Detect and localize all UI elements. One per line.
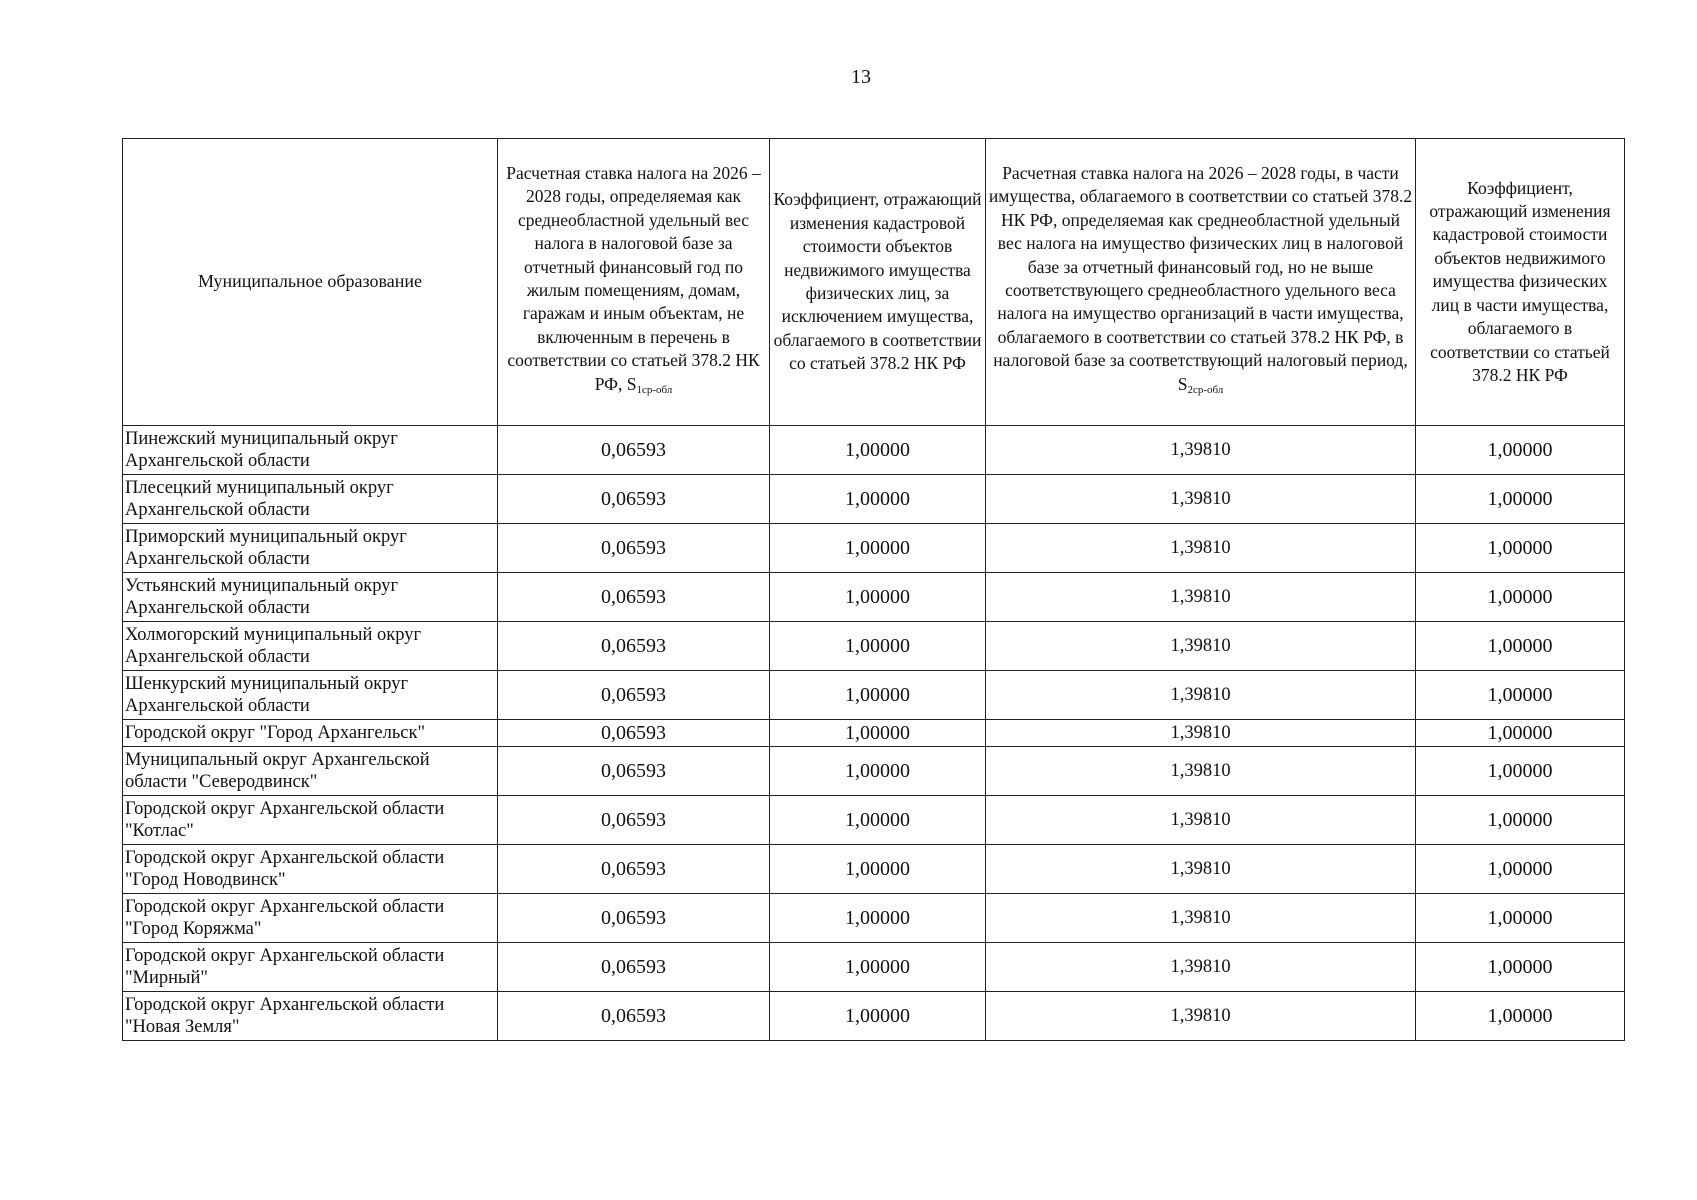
rate-1-value: 0,06593 xyxy=(498,720,770,747)
coefficient-1-value: 1,00000 xyxy=(770,475,986,524)
table-row xyxy=(123,720,1625,747)
coefficient-1-value: 1,00000 xyxy=(770,426,986,475)
tax-rates-table xyxy=(122,138,1625,1041)
table-row xyxy=(123,747,1625,796)
table-row xyxy=(123,894,1625,943)
rate-2-value: 1,39810 xyxy=(986,573,1416,622)
municipality-name: Городской округ Архангельской области "Город Новодвинск" xyxy=(123,845,498,894)
municipality-name: Плесецкий муниципальный округ Архангельской области xyxy=(123,475,498,524)
coefficient-2-value: 1,00000 xyxy=(1416,943,1625,992)
header-rate-2: Расчетная ставка налога на 2026 – 2028 годы, в части имущества, облагаемого в соответствии со статьей 378.2 НК РФ, определяемая как среднеобластной удельный вес налога на имущество физических лиц в налоговой базе за отчетный финансовый год, но не выше соответствующего среднеобластного удельного веса налога на имущество организаций в части имущества, облагаемого в соответствии со статьей 378.2 НК РФ, в налоговой базе за соответствующий налоговый период, $S_{2ср-обл}$ xyxy=(986,139,1416,426)
coefficient-2-value: 1,00000 xyxy=(1416,894,1625,943)
coefficient-1-value: 1,00000 xyxy=(770,524,986,573)
municipality-name: Городской округ Архангельской области "Мирный" xyxy=(123,943,498,992)
municipality-name: Городской округ Архангельской области "Котлас" xyxy=(123,796,498,845)
rate-2-value: 1,39810 xyxy=(986,747,1416,796)
coefficient-2-value: 1,00000 xyxy=(1416,622,1625,671)
coefficient-2-value: 1,00000 xyxy=(1416,747,1625,796)
table-row xyxy=(123,943,1625,992)
rate-1-value: 0,06593 xyxy=(498,524,770,573)
table-row xyxy=(123,524,1625,573)
municipality-name: Городской округ Архангельской области "Новая Земля" xyxy=(123,992,498,1041)
rate-1-value: 0,06593 xyxy=(498,671,770,720)
table-row xyxy=(123,475,1625,524)
header-rate-1-subscript: 1ср-обл xyxy=(636,383,673,396)
coefficient-1-value: 1,00000 xyxy=(770,845,986,894)
rate-2-value: 1,39810 xyxy=(986,426,1416,475)
header-municipality: Муниципальное образование xyxy=(123,139,498,426)
rate-1-value: 0,06593 xyxy=(498,796,770,845)
rate-1-value: 0,06593 xyxy=(498,845,770,894)
header-coefficient-1: Коэффициент, отражающий изменения кадастровой стоимости объектов недвижимого имущества физических лиц, за исключением имущества, облагаемого в соответствии со статьей 378.2 НК РФ xyxy=(770,139,986,426)
coefficient-2-value: 1,00000 xyxy=(1416,720,1625,747)
rate-1-value: 0,06593 xyxy=(498,894,770,943)
table-row xyxy=(123,845,1625,894)
header-rate-2-subscript: 2ср-обл xyxy=(1187,383,1224,396)
municipality-name: Устьянский муниципальный округ Архангельской области xyxy=(123,573,498,622)
coefficient-2-value: 1,00000 xyxy=(1416,524,1625,573)
coefficient-2-value: 1,00000 xyxy=(1416,475,1625,524)
rate-1-value: 0,06593 xyxy=(498,943,770,992)
rate-2-value: 1,39810 xyxy=(986,720,1416,747)
coefficient-2-value: 1,00000 xyxy=(1416,992,1625,1041)
table-row xyxy=(123,573,1625,622)
rate-1-value: 0,06593 xyxy=(498,992,770,1041)
table-row xyxy=(123,622,1625,671)
coefficient-2-value: 1,00000 xyxy=(1416,426,1625,475)
header-rate-1: Расчетная ставка налога на 2026 – 2028 годы, определяемая как среднеобластной удельный вес налога в налоговой базе за отчетный финансовый год по жилым помещениям, домам, гаражам и иным объектам, не включенным в перечень в соответствии со статьей 378.2 НК РФ, $S_{1ср-обл}$ xyxy=(498,139,770,426)
rate-1-value: 0,06593 xyxy=(498,747,770,796)
coefficient-1-value: 1,00000 xyxy=(770,894,986,943)
rate-2-value: 1,39810 xyxy=(986,671,1416,720)
coefficient-1-value: 1,00000 xyxy=(770,671,986,720)
page-number: 13 xyxy=(851,66,871,88)
municipality-name: Холмогорский муниципальный округ Архангельской области xyxy=(123,622,498,671)
coefficient-1-value: 1,00000 xyxy=(770,622,986,671)
rate-2-value: 1,39810 xyxy=(986,796,1416,845)
rate-2-value: 1,39810 xyxy=(986,992,1416,1041)
rate-1-value: 0,06593 xyxy=(498,475,770,524)
table-row xyxy=(123,796,1625,845)
coefficient-1-value: 1,00000 xyxy=(770,943,986,992)
table-header-row xyxy=(123,139,1625,426)
rate-2-value: 1,39810 xyxy=(986,943,1416,992)
table-row xyxy=(123,426,1625,475)
municipality-name: Приморский муниципальный округ Архангельской области xyxy=(123,524,498,573)
table-row xyxy=(123,992,1625,1041)
rate-1-value: 0,06593 xyxy=(498,622,770,671)
coefficient-2-value: 1,00000 xyxy=(1416,671,1625,720)
table-body xyxy=(123,426,1625,1041)
rate-2-value: 1,39810 xyxy=(986,894,1416,943)
table-row xyxy=(123,671,1625,720)
municipality-name: Городской округ Архангельской области "Город Коряжма" xyxy=(123,894,498,943)
rate-2-value: 1,39810 xyxy=(986,524,1416,573)
municipality-name: Муниципальный округ Архангельской области "Северодвинск" xyxy=(123,747,498,796)
coefficient-2-value: 1,00000 xyxy=(1416,845,1625,894)
rate-2-value: 1,39810 xyxy=(986,845,1416,894)
coefficient-2-value: 1,00000 xyxy=(1416,573,1625,622)
coefficient-1-value: 1,00000 xyxy=(770,992,986,1041)
rate-1-value: 0,06593 xyxy=(498,573,770,622)
coefficient-2-value: 1,00000 xyxy=(1416,796,1625,845)
rate-2-value: 1,39810 xyxy=(986,475,1416,524)
coefficient-1-value: 1,00000 xyxy=(770,573,986,622)
rate-1-value: 0,06593 xyxy=(498,426,770,475)
municipality-name: Пинежский муниципальный округ Архангельской области xyxy=(123,426,498,475)
coefficient-1-value: 1,00000 xyxy=(770,796,986,845)
coefficient-1-value: 1,00000 xyxy=(770,747,986,796)
coefficient-1-value: 1,00000 xyxy=(770,720,986,747)
municipality-name: Шенкурский муниципальный округ Архангельской области xyxy=(123,671,498,720)
rate-2-value: 1,39810 xyxy=(986,622,1416,671)
municipality-name: Городской округ "Город Архангельск" xyxy=(123,720,498,747)
header-coefficient-2: Коэффициент, отражающий изменения кадастровой стоимости объектов недвижимого имущества физических лиц в части имущества, облагаемого в соответствии со статьей 378.2 НК РФ xyxy=(1416,139,1625,426)
